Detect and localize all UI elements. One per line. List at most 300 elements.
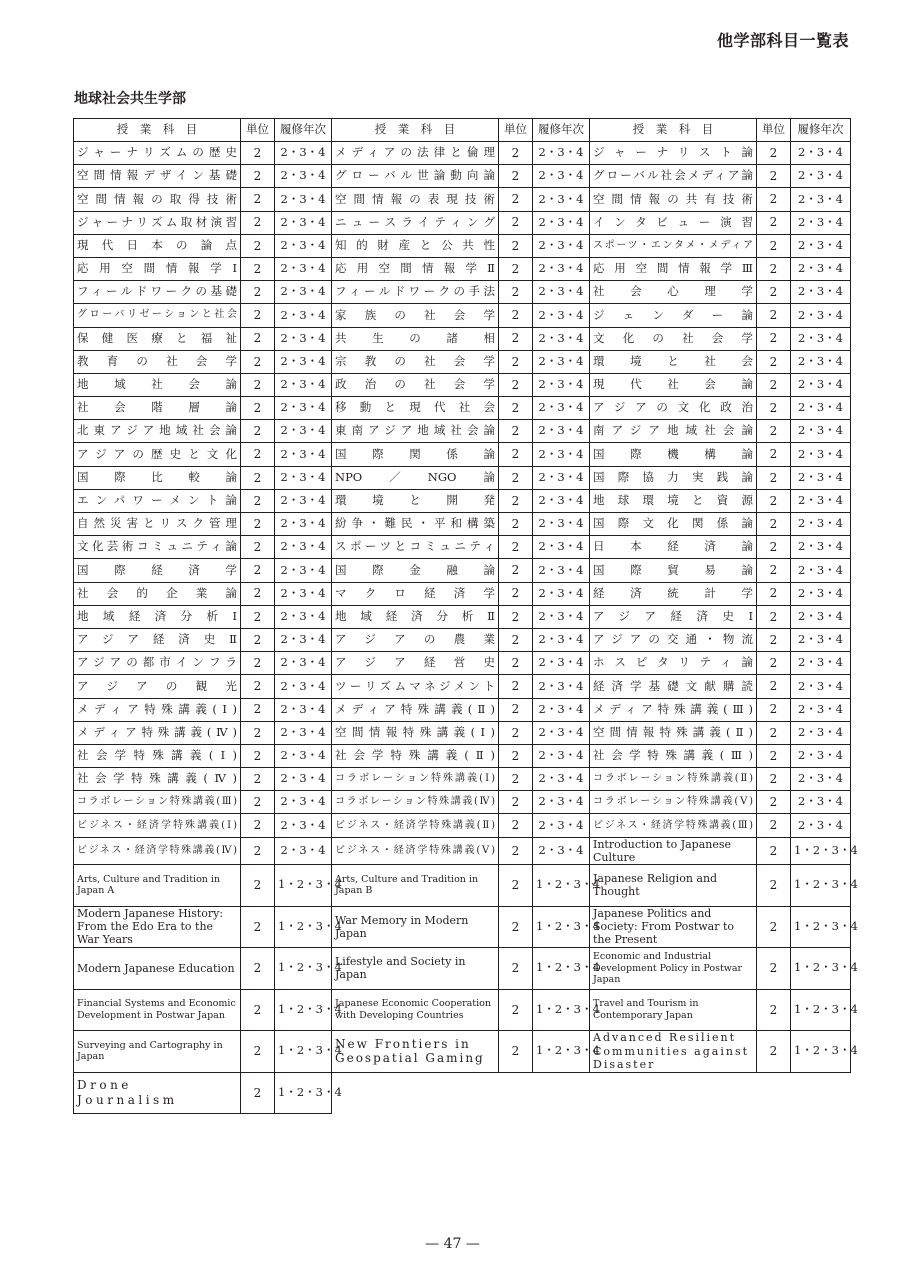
credits-cell: 2	[499, 489, 533, 512]
year-cell: 2・3・4	[791, 420, 851, 443]
course-name-cell: アジアの文化政治	[590, 397, 757, 420]
table-row	[74, 420, 851, 443]
course-name-cell: コラボレーション特殊講義(Ⅳ)	[332, 791, 499, 814]
credits-cell: 2	[499, 142, 533, 165]
course-name-cell: 地域社会論	[74, 373, 241, 396]
course-name-cell: 文化の社会学	[590, 327, 757, 350]
year-cell: 2・3・4	[791, 513, 851, 536]
course-name-cell: 環境と社会	[590, 350, 757, 373]
credits-cell: 2	[241, 234, 275, 257]
course-name-cell: Drone Journalism	[74, 1072, 241, 1114]
credits-cell: 2	[757, 837, 791, 864]
year-cell: 2・3・4	[791, 489, 851, 512]
credits-cell: 2	[499, 257, 533, 280]
credits-cell: 2	[241, 257, 275, 280]
course-name-cell: NPO／NGO論	[332, 466, 499, 489]
credits-cell: 2	[499, 165, 533, 188]
course-name-cell: 経済統計学	[590, 582, 757, 605]
course-name-cell: ビジネス・経済学特殊講義(Ⅳ)	[74, 837, 241, 864]
year-cell: 2・3・4	[275, 721, 332, 744]
table-row	[74, 1031, 851, 1073]
course-name-cell: メディア特殊講義(Ⅱ)	[332, 698, 499, 721]
column-header-course: 授 業 科 目	[332, 119, 499, 142]
credits-cell: 2	[499, 466, 533, 489]
credits-cell: 2	[241, 443, 275, 466]
year-cell: 2・3・4	[533, 837, 590, 864]
table-row	[74, 234, 851, 257]
credits-cell: 2	[499, 906, 533, 948]
year-cell: 2・3・4	[791, 721, 851, 744]
course-name-cell: 国際文化関係論	[590, 513, 757, 536]
credits-cell: 2	[499, 211, 533, 234]
course-name-cell: 応用空間情報学Ⅲ	[590, 257, 757, 280]
credits-cell: 2	[241, 698, 275, 721]
year-cell: 2・3・4	[533, 397, 590, 420]
year-cell: 1・2・3・4	[791, 865, 851, 907]
credits-cell: 2	[757, 865, 791, 907]
course-name-cell: 国際金融論	[332, 559, 499, 582]
year-cell: 2・3・4	[533, 652, 590, 675]
year-cell: 2・3・4	[275, 350, 332, 373]
year-cell: 2・3・4	[791, 536, 851, 559]
credits-cell: 2	[499, 513, 533, 536]
column-header-year: 履修年次	[791, 119, 851, 142]
course-name-cell: メディア特殊講義(Ⅰ)	[74, 698, 241, 721]
credits-cell: 2	[499, 234, 533, 257]
year-cell: 2・3・4	[533, 234, 590, 257]
year-cell: 2・3・4	[791, 652, 851, 675]
table-row	[74, 865, 851, 907]
year-cell: 2・3・4	[275, 420, 332, 443]
year-cell: 2・3・4	[791, 605, 851, 628]
course-name-cell: 自然災害とリスク管理	[74, 513, 241, 536]
credits-cell: 2	[499, 744, 533, 767]
empty-cell	[332, 1072, 590, 1114]
credits-cell: 2	[499, 373, 533, 396]
course-name-cell: 保健医療と福祉	[74, 327, 241, 350]
course-name-cell: 社会学特殊講義(Ⅰ)	[74, 744, 241, 767]
year-cell: 2・3・4	[791, 675, 851, 698]
course-name-cell: 空間情報の共有技術	[590, 188, 757, 211]
credits-cell: 2	[499, 628, 533, 651]
credits-cell: 2	[241, 536, 275, 559]
course-name-cell: Japanese Politics and Society: From Postwar to the Present	[590, 906, 757, 948]
table-row	[74, 211, 851, 234]
course-name-cell: 応用空間情報学Ⅱ	[332, 257, 499, 280]
credits-cell: 2	[241, 350, 275, 373]
credits-cell: 2	[241, 304, 275, 327]
year-cell: 1・2・3・4	[533, 948, 590, 990]
column-header-credits: 単位	[241, 119, 275, 142]
course-name-cell: アジア経営史	[332, 652, 499, 675]
credits-cell: 2	[757, 721, 791, 744]
course-name-cell: 空間情報特殊講義(Ⅱ)	[590, 721, 757, 744]
table-row	[74, 513, 851, 536]
year-cell: 1・2・3・4	[791, 948, 851, 990]
course-name-cell: メディア特殊講義(Ⅲ)	[590, 698, 757, 721]
course-name-cell: コラボレーション特殊講義(Ⅰ)	[332, 768, 499, 791]
year-cell: 2・3・4	[533, 466, 590, 489]
credits-cell: 2	[499, 989, 533, 1031]
year-cell: 1・2・3・4	[791, 837, 851, 864]
credits-cell: 2	[241, 675, 275, 698]
credits-cell: 2	[499, 327, 533, 350]
course-name-cell: メディア特殊講義(Ⅳ)	[74, 721, 241, 744]
credits-cell: 2	[757, 327, 791, 350]
table-row	[74, 814, 851, 837]
course-name-cell: War Memory in Modern Japan	[332, 906, 499, 948]
credits-cell: 2	[241, 652, 275, 675]
year-cell: 1・2・3・4	[275, 906, 332, 948]
table-row	[74, 721, 851, 744]
course-name-cell: 社会的企業論	[74, 582, 241, 605]
year-cell: 2・3・4	[275, 188, 332, 211]
course-name-cell: Japanese Economic Cooperation with Developing Countries	[332, 989, 499, 1031]
credits-cell: 2	[757, 165, 791, 188]
course-name-cell: ジャーナリズムの歴史	[74, 142, 241, 165]
year-cell: 2・3・4	[275, 675, 332, 698]
credits-cell: 2	[241, 1072, 275, 1114]
credits-cell: 2	[499, 605, 533, 628]
credits-cell: 2	[499, 420, 533, 443]
table-row	[74, 327, 851, 350]
page-header-title: 他学部科目一覧表	[716, 31, 849, 50]
credits-cell: 2	[499, 948, 533, 990]
course-name-cell: アジアの農業	[332, 628, 499, 651]
course-name-cell: 国際協力実践論	[590, 466, 757, 489]
credits-cell: 2	[757, 768, 791, 791]
credits-cell: 2	[241, 768, 275, 791]
credits-cell: 2	[241, 791, 275, 814]
column-header-credits: 単位	[757, 119, 791, 142]
year-cell: 2・3・4	[533, 420, 590, 443]
year-cell: 2・3・4	[791, 234, 851, 257]
course-name-cell: 空間情報デザイン基礎	[74, 165, 241, 188]
year-cell: 2・3・4	[275, 466, 332, 489]
course-name-cell: 教育の社会学	[74, 350, 241, 373]
year-cell: 2・3・4	[791, 744, 851, 767]
year-cell: 2・3・4	[275, 768, 332, 791]
credits-cell: 2	[499, 814, 533, 837]
year-cell: 1・2・3・4	[533, 989, 590, 1031]
credits-cell: 2	[499, 837, 533, 864]
table-row	[74, 837, 851, 864]
credits-cell: 2	[757, 536, 791, 559]
course-name-cell: アジアの歴史と文化	[74, 443, 241, 466]
year-cell: 1・2・3・4	[791, 1031, 851, 1073]
course-name-cell: 地球環境と資源	[590, 489, 757, 512]
year-cell: 1・2・3・4	[275, 865, 332, 907]
table-row	[74, 698, 851, 721]
year-cell: 2・3・4	[533, 188, 590, 211]
course-name-cell: 国際機構論	[590, 443, 757, 466]
credits-cell: 2	[757, 188, 791, 211]
course-name-cell: インタビュー演習	[590, 211, 757, 234]
table-row	[74, 165, 851, 188]
course-name-cell: 社会学特殊講義(Ⅱ)	[332, 744, 499, 767]
credits-cell: 2	[499, 1031, 533, 1073]
credits-cell: 2	[757, 281, 791, 304]
course-name-cell: 経済学基礎文献購読	[590, 675, 757, 698]
year-cell: 2・3・4	[275, 165, 332, 188]
course-name-cell: スポーツ・エンタメ・メディア	[590, 234, 757, 257]
course-name-cell: ジャーナリズム取材演習	[74, 211, 241, 234]
course-name-cell: 東南アジア地域社会論	[332, 420, 499, 443]
year-cell: 2・3・4	[275, 373, 332, 396]
year-cell: 2・3・4	[791, 628, 851, 651]
column-header-credits: 単位	[499, 119, 533, 142]
credits-cell: 2	[241, 327, 275, 350]
year-cell: 2・3・4	[791, 373, 851, 396]
credits-cell: 2	[241, 397, 275, 420]
credits-cell: 2	[499, 698, 533, 721]
course-name-cell: 国際貿易論	[590, 559, 757, 582]
credits-cell: 2	[499, 675, 533, 698]
credits-cell: 2	[241, 211, 275, 234]
credits-cell: 2	[757, 350, 791, 373]
credits-cell: 2	[757, 373, 791, 396]
credits-cell: 2	[241, 582, 275, 605]
course-name-cell: ジャーナリスト論	[590, 142, 757, 165]
year-cell: 2・3・4	[533, 814, 590, 837]
year-cell: 1・2・3・4	[791, 989, 851, 1031]
credits-cell: 2	[241, 559, 275, 582]
course-name-cell: アジアの観光	[74, 675, 241, 698]
course-name-cell: 地域経済分析Ⅱ	[332, 605, 499, 628]
course-name-cell: アジア経済史Ⅰ	[590, 605, 757, 628]
credits-cell: 2	[757, 397, 791, 420]
table-row	[74, 304, 851, 327]
table-row	[74, 188, 851, 211]
course-name-cell: フィールドワークの手法	[332, 281, 499, 304]
year-cell: 2・3・4	[791, 768, 851, 791]
credits-cell: 2	[499, 652, 533, 675]
credits-cell: 2	[757, 466, 791, 489]
year-cell: 2・3・4	[791, 211, 851, 234]
credits-cell: 2	[757, 559, 791, 582]
credits-cell: 2	[757, 257, 791, 280]
course-name-cell: 環境と開発	[332, 489, 499, 512]
credits-cell: 2	[757, 304, 791, 327]
course-name-cell: ニュースライティング	[332, 211, 499, 234]
course-name-cell: グローバリゼーションと社会	[74, 304, 241, 327]
year-cell: 2・3・4	[275, 698, 332, 721]
year-cell: 2・3・4	[275, 837, 332, 864]
table-row	[74, 582, 851, 605]
course-name-cell: 応用空間情報学Ⅰ	[74, 257, 241, 280]
course-name-cell: 社会学特殊講義(Ⅲ)	[590, 744, 757, 767]
table-row	[74, 906, 851, 948]
table-row	[74, 675, 851, 698]
course-name-cell: 文化芸術コミュニティ論	[74, 536, 241, 559]
credits-cell: 2	[757, 628, 791, 651]
course-name-cell: New Frontiers in Geospatial Gaming	[332, 1031, 499, 1073]
empty-cell	[590, 1072, 851, 1114]
course-name-cell: ビジネス・経済学特殊講義(Ⅴ)	[332, 837, 499, 864]
credits-cell: 2	[241, 165, 275, 188]
year-cell: 1・2・3・4	[533, 1031, 590, 1073]
course-name-cell: ビジネス・経済学特殊講義(Ⅱ)	[332, 814, 499, 837]
table-row	[74, 1072, 851, 1114]
course-name-cell: Modern Japanese Education	[74, 948, 241, 990]
year-cell: 2・3・4	[533, 350, 590, 373]
table-row	[74, 397, 851, 420]
course-name-cell: ホスピタリティ論	[590, 652, 757, 675]
year-cell: 2・3・4	[533, 698, 590, 721]
course-name-cell: Travel and Tourism in Contemporary Japan	[590, 989, 757, 1031]
credits-cell: 2	[499, 397, 533, 420]
course-name-cell: コラボレーション特殊講義(Ⅱ)	[590, 768, 757, 791]
year-cell: 2・3・4	[533, 165, 590, 188]
year-cell: 1・2・3・4	[533, 906, 590, 948]
table-row	[74, 652, 851, 675]
credits-cell: 2	[499, 304, 533, 327]
credits-cell: 2	[499, 582, 533, 605]
column-header-course: 授 業 科 目	[74, 119, 241, 142]
course-name-cell: スポーツとコミュニティ	[332, 536, 499, 559]
year-cell: 2・3・4	[533, 142, 590, 165]
course-name-cell: 国際比較論	[74, 466, 241, 489]
year-cell: 2・3・4	[275, 628, 332, 651]
course-name-cell: 共生の諸相	[332, 327, 499, 350]
credits-cell: 2	[241, 489, 275, 512]
column-header-year: 履修年次	[533, 119, 590, 142]
year-cell: 2・3・4	[533, 791, 590, 814]
year-cell: 2・3・4	[275, 791, 332, 814]
course-name-cell: 政治の社会学	[332, 373, 499, 396]
year-cell: 2・3・4	[533, 373, 590, 396]
year-cell: 2・3・4	[791, 188, 851, 211]
credits-cell: 2	[499, 865, 533, 907]
course-name-cell: 空間情報特殊講義(Ⅰ)	[332, 721, 499, 744]
credits-cell: 2	[241, 721, 275, 744]
year-cell: 2・3・4	[275, 142, 332, 165]
course-name-cell: Lifestyle and Society in Japan	[332, 948, 499, 990]
table-row	[74, 744, 851, 767]
year-cell: 2・3・4	[791, 281, 851, 304]
credits-cell: 2	[757, 443, 791, 466]
course-name-cell: ビジネス・経済学特殊講義(Ⅲ)	[590, 814, 757, 837]
course-name-cell: 移動と現代社会	[332, 397, 499, 420]
year-cell: 2・3・4	[275, 489, 332, 512]
course-name-cell: 社会心理学	[590, 281, 757, 304]
table-header-row	[74, 119, 851, 142]
year-cell: 2・3・4	[275, 397, 332, 420]
table-row	[74, 536, 851, 559]
table-row	[74, 281, 851, 304]
course-name-cell: 知的財産と公共性	[332, 234, 499, 257]
table-row	[74, 443, 851, 466]
year-cell: 2・3・4	[275, 582, 332, 605]
year-cell: 2・3・4	[533, 768, 590, 791]
course-name-cell: 国際経済学	[74, 559, 241, 582]
credits-cell: 2	[241, 948, 275, 990]
credits-cell: 2	[499, 791, 533, 814]
course-name-cell: Advanced Resilient Communities against Disaster	[590, 1031, 757, 1073]
year-cell: 2・3・4	[791, 698, 851, 721]
column-header-course: 授 業 科 目	[590, 119, 757, 142]
course-name-cell: 現代社会論	[590, 373, 757, 396]
course-name-cell: Financial Systems and Economic Development in Postwar Japan	[74, 989, 241, 1031]
credits-cell: 2	[241, 373, 275, 396]
credits-cell: 2	[757, 675, 791, 698]
credits-cell: 2	[757, 652, 791, 675]
table-row	[74, 142, 851, 165]
course-name-cell: 現代日本の論点	[74, 234, 241, 257]
course-name-cell: Introduction to Japanese Culture	[590, 837, 757, 864]
credits-cell: 2	[757, 513, 791, 536]
year-cell: 2・3・4	[275, 211, 332, 234]
year-cell: 2・3・4	[533, 443, 590, 466]
year-cell: 2・3・4	[791, 142, 851, 165]
credits-cell: 2	[241, 814, 275, 837]
year-cell: 2・3・4	[533, 327, 590, 350]
year-cell: 2・3・4	[275, 744, 332, 767]
course-name-cell: 地域経済分析Ⅰ	[74, 605, 241, 628]
course-name-cell: 社会階層論	[74, 397, 241, 420]
year-cell: 1・2・3・4	[533, 865, 590, 907]
table-row	[74, 989, 851, 1031]
year-cell: 1・2・3・4	[275, 989, 332, 1031]
year-cell: 2・3・4	[533, 605, 590, 628]
credits-cell: 2	[757, 948, 791, 990]
table-row	[74, 628, 851, 651]
table-row	[74, 350, 851, 373]
column-header-year: 履修年次	[275, 119, 332, 142]
table-row	[74, 373, 851, 396]
table-row	[74, 257, 851, 280]
year-cell: 2・3・4	[791, 350, 851, 373]
credits-cell: 2	[241, 466, 275, 489]
credits-cell: 2	[757, 420, 791, 443]
credits-cell: 2	[757, 744, 791, 767]
course-name-cell: 国際関係論	[332, 443, 499, 466]
credits-cell: 2	[241, 142, 275, 165]
course-name-cell: グローバル世論動向論	[332, 165, 499, 188]
year-cell: 2・3・4	[533, 304, 590, 327]
course-name-cell: 社会学特殊講義(Ⅳ)	[74, 768, 241, 791]
course-name-cell: アジアの都市インフラ	[74, 652, 241, 675]
credits-cell: 2	[757, 989, 791, 1031]
credits-cell: 2	[499, 559, 533, 582]
credits-cell: 2	[757, 814, 791, 837]
table-row	[74, 466, 851, 489]
year-cell: 2・3・4	[791, 165, 851, 188]
year-cell: 2・3・4	[791, 304, 851, 327]
year-cell: 2・3・4	[275, 536, 332, 559]
year-cell: 2・3・4	[275, 513, 332, 536]
year-cell: 2・3・4	[533, 628, 590, 651]
credits-cell: 2	[757, 791, 791, 814]
credits-cell: 2	[499, 721, 533, 744]
year-cell: 2・3・4	[791, 327, 851, 350]
year-cell: 2・3・4	[791, 582, 851, 605]
year-cell: 2・3・4	[791, 559, 851, 582]
credits-cell: 2	[241, 906, 275, 948]
course-name-cell: 空間情報の取得技術	[74, 188, 241, 211]
credits-cell: 2	[499, 768, 533, 791]
year-cell: 2・3・4	[791, 397, 851, 420]
page-number: — 47 —	[425, 1236, 480, 1252]
course-name-cell: ジェンダー論	[590, 304, 757, 327]
credits-cell: 2	[757, 605, 791, 628]
course-name-cell: Modern Japanese History: From the Edo Era to the War Years	[74, 906, 241, 948]
course-name-cell: Japanese Religion and Thought	[590, 865, 757, 907]
course-name-cell: 南アジア地域社会論	[590, 420, 757, 443]
credits-cell: 2	[757, 234, 791, 257]
credits-cell: 2	[757, 142, 791, 165]
credits-cell: 2	[241, 989, 275, 1031]
